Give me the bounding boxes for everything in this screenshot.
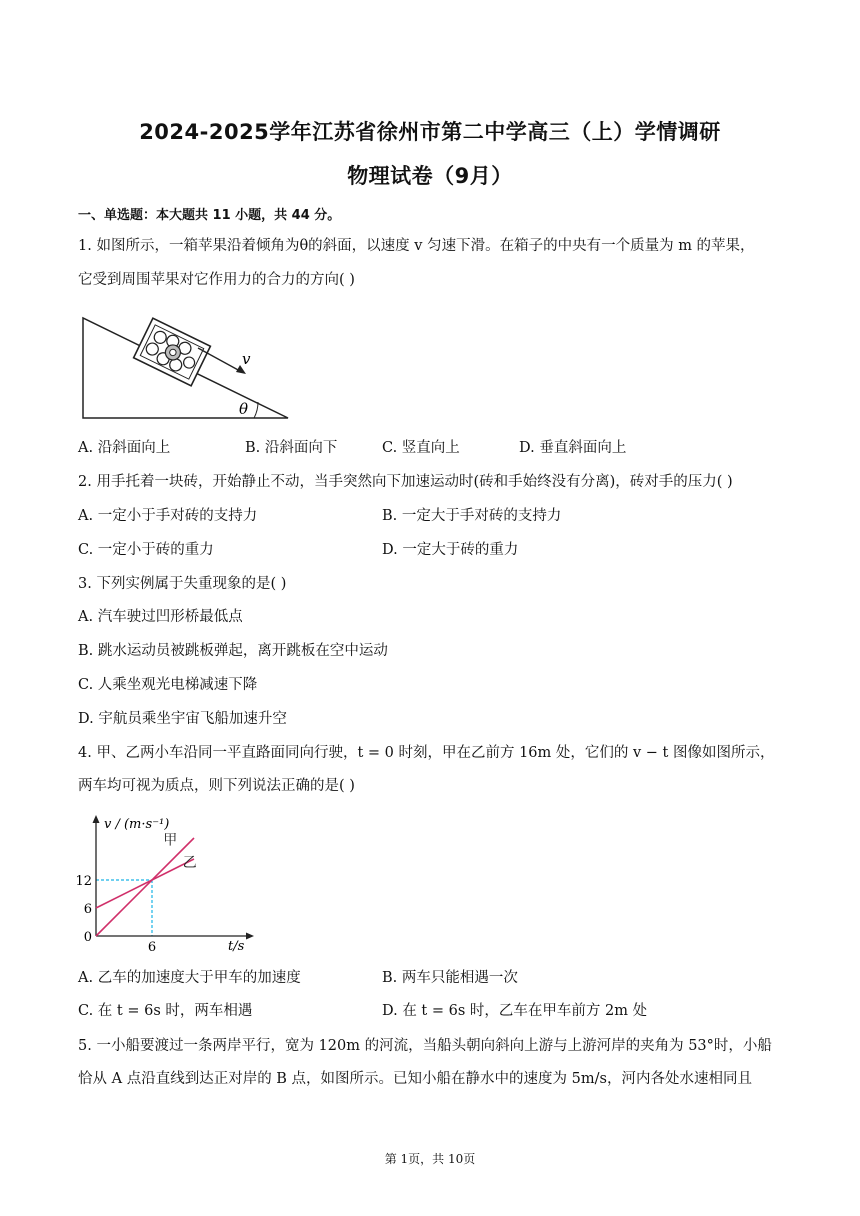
angle-label: θ bbox=[239, 400, 249, 418]
question-4-option-b: B. 两车只能相遇一次 bbox=[382, 970, 518, 986]
y-tick-label: 6 bbox=[83, 902, 92, 917]
question-4-stem-line1: 4. 甲、乙两小车沿同一平直路面同向行驶，t = 0 时刻，甲在乙前方 16m 处，它们的 v − t 图像如图所示， bbox=[78, 745, 775, 761]
angle-arc bbox=[254, 402, 258, 418]
question-2-option-b: B. 一定大于手对砖的支持力 bbox=[382, 508, 562, 524]
question-3-option-b: B. 跳水运动员被跳板弹起，离开跳板在空中运动 bbox=[78, 643, 388, 659]
page-footer: 第 1页，共 10页 bbox=[384, 1152, 476, 1166]
question-1-option-a: A. 沿斜面向上 bbox=[78, 440, 171, 456]
question-3-stem: 3. 下列实例属于失重现象的是( ) bbox=[78, 576, 287, 592]
x-axis-arrow bbox=[246, 933, 254, 940]
vt-chart bbox=[75, 810, 278, 955]
question-1-option-b: B. 沿斜面向下 bbox=[245, 440, 338, 456]
x-axis-label: t/s bbox=[228, 939, 245, 954]
x-tick-label: 6 bbox=[147, 940, 157, 955]
question-3-option-a: A. 汽车驶过凹形桥最低点 bbox=[78, 609, 243, 625]
question-2-option-a: A. 一定小于手对砖的支持力 bbox=[78, 508, 258, 524]
x-tick-label: 0 bbox=[83, 930, 92, 945]
y-axis-label: v / (m·s⁻¹) bbox=[104, 817, 170, 832]
series-label-1: 甲 bbox=[163, 832, 178, 849]
y-axis-arrow bbox=[93, 815, 100, 823]
page-title-line1: 2024-2025学年江苏省徐州市第二中学高三（上）学情调研 bbox=[139, 120, 721, 144]
question-2-option-c: C. 一定小于砖的重力 bbox=[78, 542, 214, 558]
question-5-stem-line2: 恰从 A 点沿直线到达正对岸的 B 点，如图所示。已知小船在静水中的速度为 5m/s，河内各处水速相同且 bbox=[78, 1071, 752, 1087]
section-heading: 一、单选题：本大题共 11 小题，共 44 分。 bbox=[78, 208, 341, 223]
question-3-option-c: C. 人乘坐观光电梯减速下降 bbox=[78, 677, 258, 693]
question-2-option-d: D. 一定大于砖的重力 bbox=[382, 542, 519, 558]
series-line-1 bbox=[96, 838, 194, 936]
velocity-label: v bbox=[242, 350, 251, 368]
question-1-stem-line1: 1. 如图所示，一箱苹果沿着倾角为θ的斜面，以速度 v 匀速下滑。在箱子的中央有一个质量为 m 的苹果， bbox=[78, 238, 755, 254]
question-1-option-d: D. 垂直斜面向上 bbox=[519, 440, 627, 456]
question-2-stem: 2. 用手托着一块砖，开始静止不动，当手突然向下加速运动时(砖和手始终没有分离)，砖对手的压力( ) bbox=[78, 474, 733, 490]
question-3-option-d: D. 宇航员乘坐宇宙飞船加速升空 bbox=[78, 711, 287, 727]
incline-figure bbox=[78, 308, 308, 423]
question-4-option-a: A. 乙车的加速度大于甲车的加速度 bbox=[78, 970, 301, 986]
question-4-stem-line2: 两车均可视为质点，则下列说法正确的是( ) bbox=[78, 778, 355, 794]
question-5-stem-line1: 5. 一小船要渡过一条两岸平行，宽为 120m 的河流，当船头朝向斜向上游与上游河岸的夹角为 53°时，小船 bbox=[78, 1038, 772, 1054]
page-title-line2: 物理试卷（9月） bbox=[347, 164, 513, 188]
question-4-option-d: D. 在 t = 6s 时，乙车在甲车前方 2m 处 bbox=[382, 1003, 648, 1019]
question-4-option-c: C. 在 t = 6s 时，两车相遇 bbox=[78, 1003, 253, 1019]
question-1-option-c: C. 竖直向上 bbox=[382, 440, 460, 456]
series-line-2 bbox=[96, 859, 194, 908]
question-1-stem-line2: 它受到周围苹果对它作用力的合力的方向( ) bbox=[78, 272, 355, 288]
apple-box bbox=[134, 318, 211, 386]
series-label-2: 乙 bbox=[182, 854, 197, 871]
y-tick-label: 12 bbox=[75, 874, 92, 889]
